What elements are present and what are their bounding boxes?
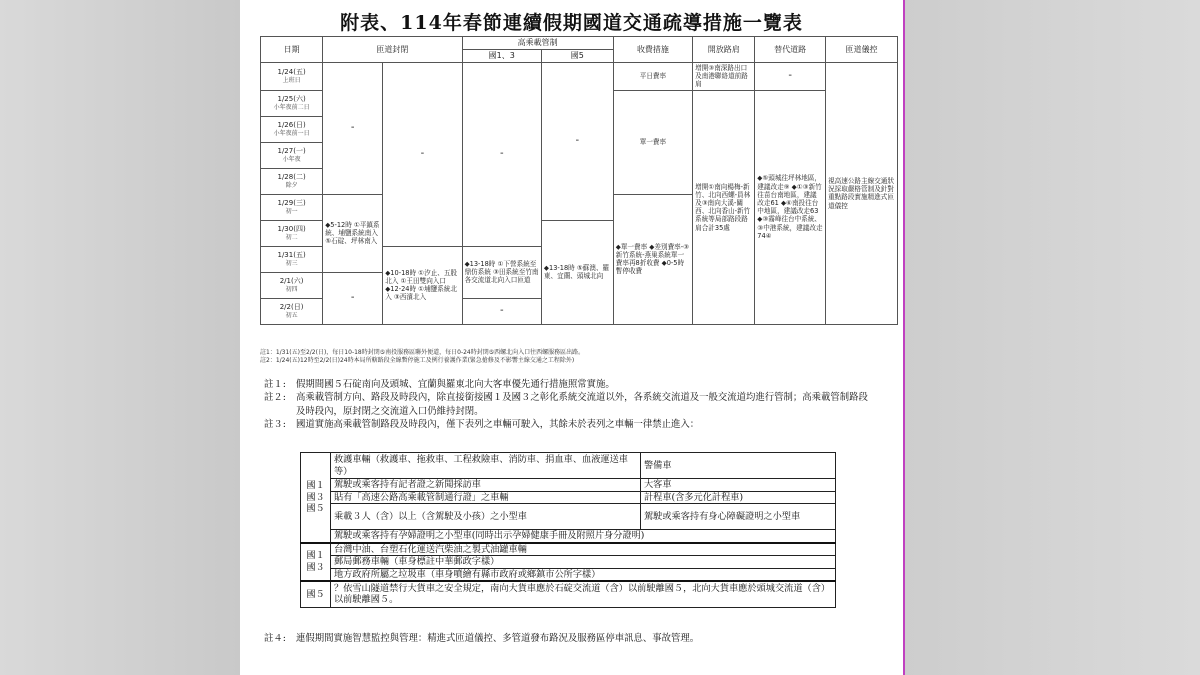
vehicle-cell: 駕駛或乘客持有孕婦證明之小型車(同時出示孕婦健康手冊及附照片身分證明): [331, 530, 836, 543]
vehicle-cell: 駕駛或乘客持有身心障礙證明之小型車: [641, 504, 836, 530]
date-cell: [261, 63, 323, 91]
date-sub: 初一: [285, 207, 298, 215]
date-sub: 除夕: [285, 181, 298, 189]
date-sub: 上班日: [282, 76, 301, 84]
date-label: 1/28(二): [277, 173, 306, 182]
note-key: 註２:: [264, 392, 286, 404]
note-text: 國道實施高乘載管制路段及時段內，僅下表列之車輛可駛入，其餘未於表列之車輛一律禁止進入：: [296, 419, 700, 431]
highway-label: 國１: [306, 550, 325, 562]
date-label: 1/24(五): [277, 68, 306, 77]
note-key: 註４:: [264, 633, 286, 644]
highway-label: 國１: [306, 480, 325, 491]
vehicle-cell: 大客車: [641, 479, 836, 492]
date-label: 1/26(日): [277, 121, 306, 130]
date-sub: 小年夜: [282, 155, 301, 163]
highway-label-group3: 國５: [301, 581, 331, 607]
table-footnotes: [260, 349, 900, 365]
date-label: 1/27(一): [277, 147, 306, 156]
highway-label: 國３: [306, 561, 325, 573]
date-cell: [261, 168, 323, 194]
date-cell: [261, 246, 323, 272]
hov13-cell-b: ◆13-18時 ①下營系統至鼎仿系統 ③田系統至竹南各交流道北向入口匝道: [462, 246, 541, 298]
highway-label-group1: [301, 453, 331, 543]
date-label: 1/29(三): [277, 199, 306, 208]
date-label: 1/30(四): [277, 225, 306, 234]
closure-cell-e: -: [323, 272, 383, 324]
date-label: 1/31(五): [277, 251, 306, 260]
background-left: [0, 0, 240, 675]
toll-cell-c: ◆單一費率 ◆差別費率-③新竹系統-燕巢系統單一費率再8折收費 ◆0-5時暫停收費: [613, 194, 692, 324]
date-cell: [261, 220, 323, 246]
vehicle-cell: 台灣中油、台塑石化運送汽柴油之製式油罐車輛: [331, 543, 836, 556]
date-label: 2/1(六): [279, 277, 304, 286]
note-key: 註１:: [264, 379, 286, 390]
vehicle-cell: 警備車: [641, 453, 836, 479]
date-label: 2/2(日): [279, 303, 304, 312]
open-cell-b: 增開①南向楊梅-新竹、北向西螺-員林及③南向大溪-關西、北向香山-新竹系統等局部路段路肩合計35處: [693, 90, 755, 324]
date-sub: 初三: [285, 259, 298, 267]
note-text: 連假期間實施智慧監控與管理：精進式匝道儀控、多管道發布路況及服務區停車訊息、事故管理。: [296, 633, 700, 644]
note-item: [264, 391, 874, 418]
date-cell: [261, 116, 323, 142]
hov13-cell-c: -: [462, 298, 541, 324]
header-hov-5: 國5: [541, 50, 613, 63]
closure-cell-d: ◆10-18時 ①汐止、五股北入 ①王田雙向入口 ◆12-24時 ①埔鹽系統北入 ③西濱北入: [383, 246, 462, 324]
permitted-vehicles-table: [300, 452, 836, 608]
vehicle-cell: 地方政府所屬之垃圾車（車身噴繪有縣市政府或鄉鎮市公所字樣）: [331, 568, 836, 581]
vehicle-cell: ？依雪山隧道禁行大貨車之安全規定，南向大貨車應於石碇交流道（含）以前駛離國５，北向大貨車應於頭城交流道（含）以前駛離國５。: [331, 581, 836, 607]
closure-cell-a: -: [323, 63, 383, 195]
date-sub: 初五: [285, 311, 298, 319]
note-text: 假期間國５石碇南向及頭城、宜蘭與羅東北向大客車優先通行措施照常實施。: [296, 379, 615, 390]
vehicle-cell: 乘載３人（含）以上（含駕駛及小孩）之小型車: [331, 504, 641, 530]
background-right: [903, 0, 1200, 675]
vehicle-cell: 計程車(含多元化計程車): [641, 491, 836, 504]
date-label: 1/25(六): [277, 95, 306, 104]
vehicle-cell: 救護車輛（救護車、拖救車、工程救險車、消防車、捐血車、血液運送車等）: [331, 453, 641, 479]
header-hov: 高乘載管制: [462, 37, 613, 50]
toll-cell-b: 單一費率: [613, 90, 692, 194]
note-text: 高乘載管制方向、路段及時段內，除直接銜接國１及國３之彰化系統交流道以外，各系統交流道及一般交流道均進行管制；高乘載管制路段及時段內，原封閉之交流道入口仍維持封閉。: [296, 392, 868, 417]
notes-section: [264, 378, 874, 431]
vehicle-cell: 郵局郵務車輛（車身標註中華郵政字樣）: [331, 556, 836, 569]
date-cell: [261, 194, 323, 220]
highway-label: 國３: [306, 491, 325, 503]
header-open-shoulder: 開放路肩: [693, 37, 755, 63]
header-hov-13: 國1、3: [462, 50, 541, 63]
header-date: 日期: [261, 37, 323, 63]
header-toll: 收費措施: [613, 37, 692, 63]
date-sub: 小年夜前一日: [273, 129, 310, 137]
closure-cell-c: ◆5-12時 ①平鎮系統、埔鹽系統南入 ⑤石碇、坪林南入: [323, 194, 383, 272]
open-cell-a: 增開③南深路出口及南港聯絡道前路肩: [693, 63, 755, 91]
hov13-cell-a: -: [462, 63, 541, 247]
document-title: 附表、114年春節連續假期國道交通疏導措施一覽表: [340, 12, 803, 34]
highway-label: 國５: [306, 503, 325, 514]
date-sub: 初二: [285, 233, 298, 241]
ramp-control-cell: 視高速公路主線交通狀況採取嚴格管制及針對重點路段實施精進式匝道儀控: [826, 63, 898, 325]
date-cell: [261, 272, 323, 298]
toll-cell-a: 平日費率: [613, 63, 692, 91]
header-ramp-control: 匝道儀控: [826, 37, 898, 63]
alt-cell-b: ◆⑤頭城往坪林地區，建議改走⑨ ◆①③新竹往苗台南地區，建議改走61 ◆⑥南投往台中地區，建議改走63 ◆③霧峰往台中系統、③中港系統，建議改走74④: [755, 90, 826, 324]
note-item: [264, 378, 874, 391]
date-sub: 小年夜前二日: [273, 103, 310, 111]
date-cell: [261, 142, 323, 168]
traffic-measures-table: [260, 36, 898, 325]
table-footnote: 註2：1/24(五)12時至2/2(日)24時本局所轄路段全線暫停施工及例行養護作業(緊急搶修及不影響主線交通之工程除外): [260, 357, 575, 365]
note-item: [264, 632, 874, 645]
date-sub: 初四: [285, 285, 298, 293]
alt-cell-a: -: [755, 63, 826, 91]
vehicle-cell: 駕駛或乘客持有記者證之新聞採訪車: [331, 479, 641, 492]
header-alt-road: 替代道路: [755, 37, 826, 63]
table-footnote: 註1：1/31(五)至2/2(日)，每日10-18時封閉⑤南投服務區聯外便道，每日0-24時封閉⑤西螺北向入口往西螺服務區出路。: [260, 349, 585, 356]
closure-cell-b: -: [383, 63, 462, 247]
date-cell: [261, 90, 323, 116]
header-closure: 匝道封閉: [323, 37, 462, 63]
document-page: [240, 0, 903, 675]
note-item: [264, 418, 874, 431]
vehicle-cell: 貼有「高速公路高乘載管制通行證」之車輛: [331, 491, 641, 504]
hov5-cell-b: ◆13-18時 ⑤蘇澳、羅東、宜蘭、頭城北向: [541, 220, 613, 324]
note-key: 註３:: [264, 419, 286, 431]
highway-label-group2: [301, 543, 331, 582]
date-cell: [261, 298, 323, 324]
divider-stripe: [903, 0, 905, 675]
hov5-cell-a: -: [541, 63, 613, 221]
